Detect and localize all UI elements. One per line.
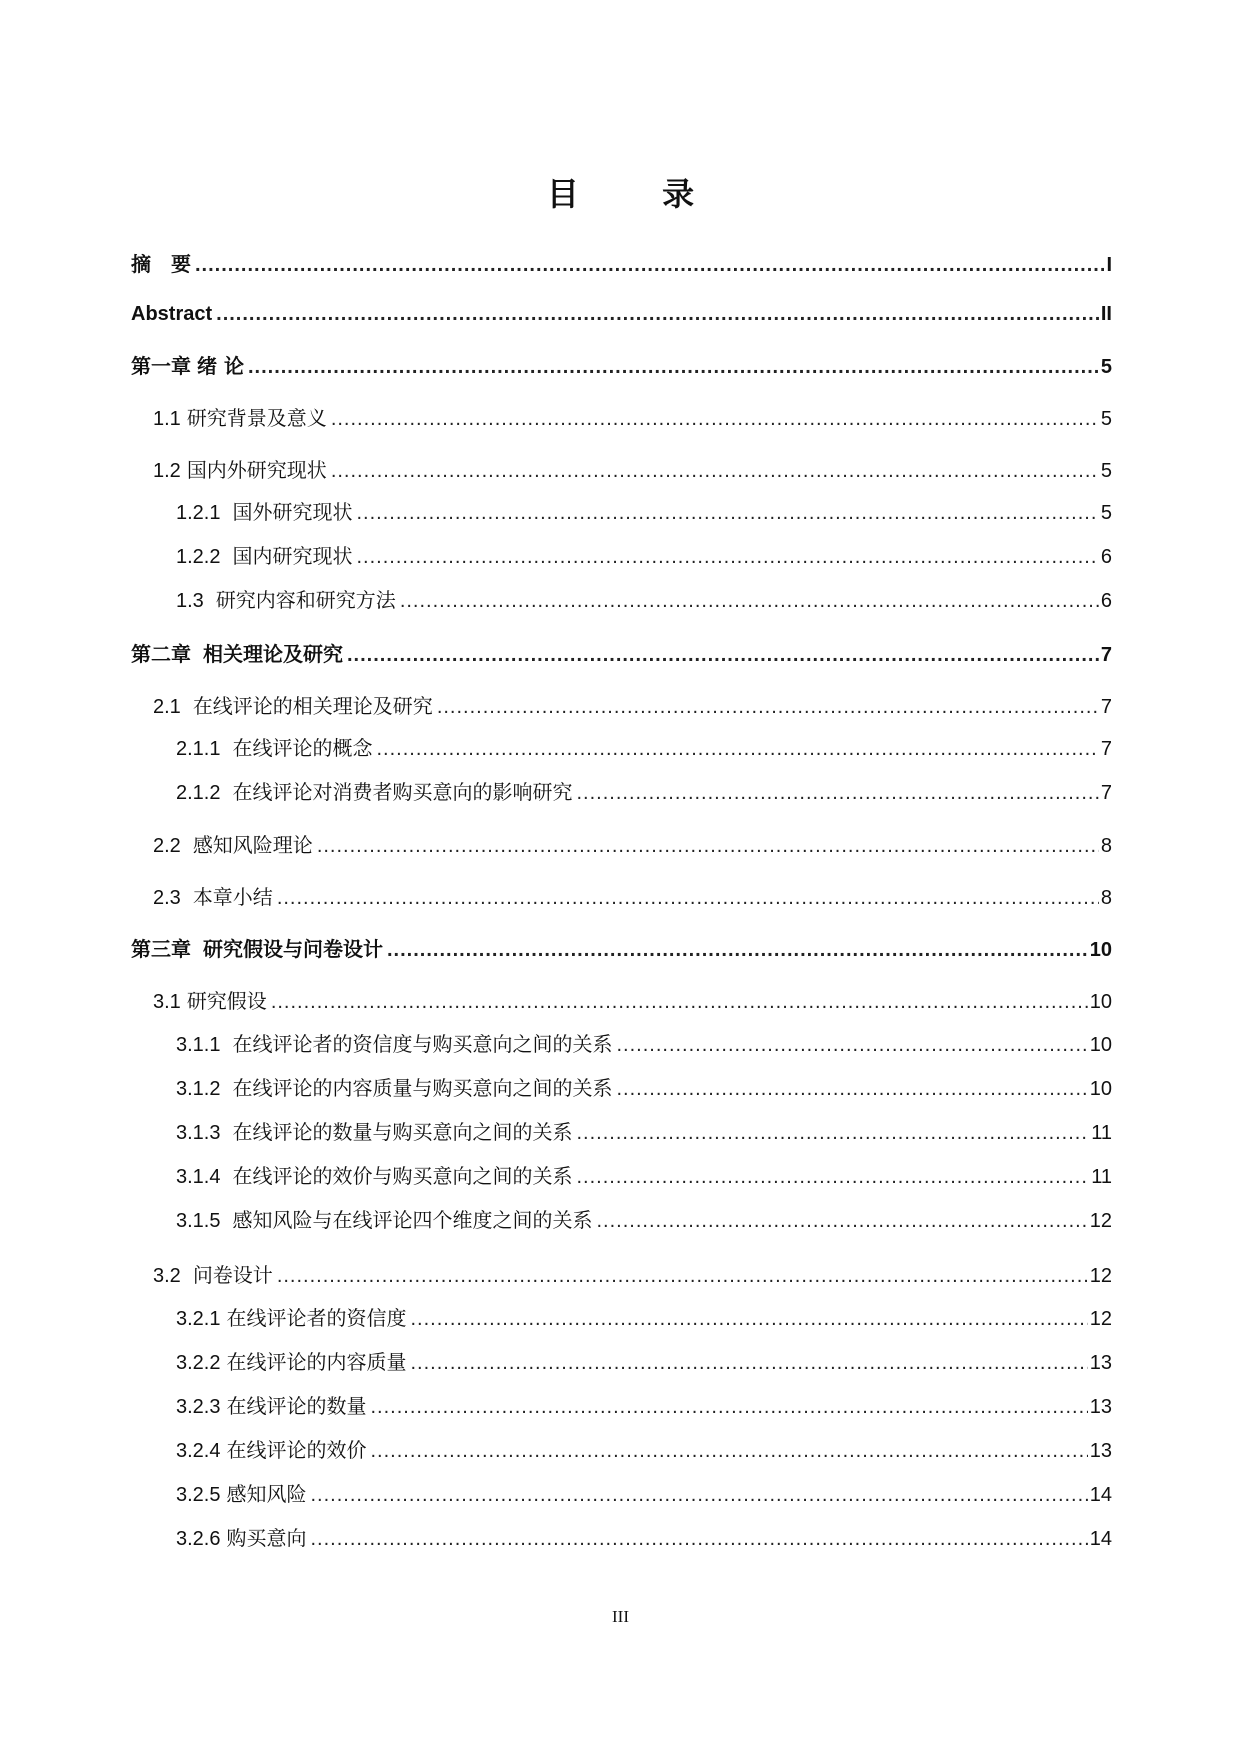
toc-entry-text: 国内研究现状 <box>232 544 353 568</box>
dot-leader <box>331 405 1099 433</box>
dot-leader <box>616 1031 1087 1059</box>
toc-entry-text: 摘 要 <box>131 252 191 276</box>
toc-entry-page: 10 <box>1089 991 1112 1013</box>
toc-entry-page: 10 <box>1089 1078 1112 1100</box>
toc-entry-number: 3.2.6 <box>176 1528 221 1550</box>
toc-entry-2-3[interactable] <box>153 883 1112 912</box>
toc-entry-text: 在线评论对消费者购买意向的影响研究 <box>232 780 573 804</box>
toc-entry-page: 14 <box>1089 1484 1112 1506</box>
dot-leader <box>576 1119 1089 1147</box>
toc-entry-page: 8 <box>1100 835 1112 857</box>
toc-entry-page: 7 <box>1100 782 1112 804</box>
toc-entry-text: 在线评论的内容质量 <box>226 1350 407 1374</box>
toc-entry-number: 3.2.1 <box>176 1308 221 1330</box>
toc-entry-page: 12 <box>1089 1265 1112 1287</box>
toc-entry-3-1-5[interactable] <box>176 1206 1112 1235</box>
dot-leader <box>370 1437 1087 1465</box>
toc-entry-text: 问卷设计 <box>192 1263 273 1287</box>
toc-entry-number: 第二章 <box>131 642 191 666</box>
toc-entry-1-2-2[interactable] <box>176 542 1112 571</box>
toc-entry-text: 感知风险 <box>226 1482 307 1506</box>
toc-entry-page: 7 <box>1100 644 1112 666</box>
toc-entry-page: 8 <box>1100 887 1112 909</box>
toc-entry-text: 国内外研究现状 <box>186 458 327 482</box>
dot-leader <box>248 353 1099 381</box>
toc-entry-2-1[interactable] <box>153 692 1112 721</box>
toc-entry-3-1-4[interactable] <box>176 1162 1112 1191</box>
toc-entry-chapter-2[interactable] <box>131 640 1112 669</box>
toc-entry-text: 国外研究现状 <box>232 500 353 524</box>
toc-entry-number: 1.1 <box>153 408 181 430</box>
toc-entry-text: 在线评论的数量 <box>226 1394 367 1418</box>
toc-entry-1-2-1[interactable] <box>176 498 1112 527</box>
dot-leader <box>347 641 1099 669</box>
toc-entry-abstract-cn[interactable] <box>131 250 1112 279</box>
toc-entry-number: 3.1.5 <box>176 1210 221 1232</box>
toc-entry-2-1-2[interactable] <box>176 778 1112 807</box>
toc-entry-page: 14 <box>1089 1528 1112 1550</box>
toc-entry-number: 3.1.3 <box>176 1122 221 1144</box>
toc-entry-page: 13 <box>1089 1396 1112 1418</box>
dot-leader <box>576 779 1098 807</box>
toc-entry-number: 第三章 <box>131 937 191 961</box>
toc-entry-2-2[interactable] <box>153 831 1112 860</box>
toc-entry-number: 1.3 <box>176 590 204 612</box>
dot-leader <box>277 884 1099 912</box>
toc-entry-3-2-3[interactable] <box>176 1392 1112 1421</box>
toc-entry-text: 研究假设 <box>186 989 267 1013</box>
toc-entry-number: 3.1.4 <box>176 1166 221 1188</box>
dot-leader <box>596 1207 1087 1235</box>
toc-entry-number: 2.3 <box>153 887 181 909</box>
toc-entry-page: 6 <box>1100 590 1112 612</box>
toc-entry-page: 11 <box>1091 1166 1112 1188</box>
page-title: 目 录 <box>546 175 731 213</box>
toc-entry-text: 研究假设与问卷设计 <box>203 937 383 961</box>
toc-entry-3-2-2[interactable] <box>176 1348 1112 1377</box>
toc-entry-text: 相关理论及研究 <box>203 642 343 666</box>
toc-entry-page: 7 <box>1100 738 1112 760</box>
toc-entry-page: 5 <box>1100 408 1112 430</box>
toc-entry-text: 在线评论的数量与购买意向之间的关系 <box>232 1120 573 1144</box>
toc-entry-page: 10 <box>1089 939 1112 961</box>
toc-entry-number: 1.2.2 <box>176 546 221 568</box>
toc-entry-1-3[interactable] <box>176 586 1112 615</box>
dot-leader <box>356 543 1098 571</box>
toc-entry-abstract-en[interactable] <box>131 300 1112 328</box>
toc-entry-page: I <box>1106 254 1112 276</box>
toc-entry-page: 13 <box>1089 1352 1112 1374</box>
toc-entry-text: 在线评论的概念 <box>232 736 373 760</box>
toc-entry-page: 5 <box>1100 460 1112 482</box>
dot-leader <box>370 1393 1087 1421</box>
toc-entry-text: 在线评论的相关理论及研究 <box>192 694 433 718</box>
toc-entry-number: 3.2.5 <box>176 1484 221 1506</box>
dot-leader <box>310 1525 1087 1553</box>
dot-leader <box>576 1163 1089 1191</box>
toc-entry-page: 10 <box>1089 1034 1112 1056</box>
toc-entry-page: 12 <box>1089 1210 1112 1232</box>
dot-leader <box>310 1481 1087 1509</box>
dot-leader <box>376 735 1098 763</box>
toc-entry-number: 3.2.4 <box>176 1440 221 1462</box>
toc-entry-number: 1.2.1 <box>176 502 221 524</box>
dot-leader <box>216 300 1099 328</box>
dot-leader <box>616 1075 1087 1103</box>
dot-leader <box>195 251 1104 279</box>
dot-leader <box>437 693 1099 721</box>
toc-entry-text: 感知风险理论 <box>192 833 313 857</box>
toc-entry-number: 2.1.1 <box>176 738 221 760</box>
toc-entry-chapter-1[interactable] <box>131 352 1112 381</box>
toc-entry-3-2[interactable] <box>153 1261 1112 1290</box>
dot-leader <box>400 587 1099 615</box>
toc-entry-text: 感知风险与在线评论四个维度之间的关系 <box>232 1208 593 1232</box>
toc-entry-number: 2.2 <box>153 835 181 857</box>
toc-entry-number: 3.2.3 <box>176 1396 221 1418</box>
toc-entry-page: 12 <box>1089 1308 1112 1330</box>
toc-entry-text: 购买意向 <box>226 1526 307 1550</box>
toc-entry-text: 在线评论的效价 <box>226 1438 367 1462</box>
toc-entry-text: 在线评论者的资信度与购买意向之间的关系 <box>232 1032 613 1056</box>
toc-entry-page: 6 <box>1100 546 1112 568</box>
dot-leader <box>317 832 1099 860</box>
toc-entry-text: 本章小结 <box>192 885 273 909</box>
toc-entry-number: 第一章 <box>131 354 191 378</box>
toc-entry-1-1[interactable] <box>153 404 1112 433</box>
toc-entry-number: 3.1 <box>153 991 181 1013</box>
toc-entry-3-2-4[interactable] <box>176 1436 1112 1465</box>
toc-entry-3-2-5[interactable] <box>176 1480 1112 1509</box>
toc-entry-text: 绪 论 <box>197 354 244 378</box>
toc-entry-3-1-2[interactable] <box>176 1074 1112 1103</box>
toc-entry-3-1-1[interactable] <box>176 1030 1112 1059</box>
toc-entry-text: 在线评论者的资信度 <box>226 1306 407 1330</box>
toc-entry-chapter-3[interactable] <box>131 935 1112 964</box>
toc-entry-3-1-3[interactable] <box>176 1118 1112 1147</box>
toc-entry-page: 7 <box>1100 696 1112 718</box>
toc-entry-number: 3.1.2 <box>176 1078 221 1100</box>
dot-leader <box>410 1305 1087 1333</box>
toc-entry-number: 3.2 <box>153 1265 181 1287</box>
toc-entry-number: 3.1.1 <box>176 1034 221 1056</box>
toc-entry-number: 2.1 <box>153 696 181 718</box>
toc-entry-3-2-6[interactable] <box>176 1524 1112 1553</box>
toc-entry-1-2[interactable] <box>153 456 1112 485</box>
toc-entry-number: 3.2.2 <box>176 1352 221 1374</box>
toc-entry-text: 研究背景及意义 <box>186 406 327 430</box>
toc-entry-page: 5 <box>1100 356 1112 378</box>
toc-entry-2-1-1[interactable] <box>176 734 1112 763</box>
dot-leader <box>410 1349 1087 1377</box>
toc-entry-page: 13 <box>1089 1440 1112 1462</box>
toc-entry-3-2-1[interactable] <box>176 1304 1112 1333</box>
toc-entry-page: II <box>1100 303 1112 325</box>
dot-leader <box>387 936 1088 964</box>
toc-entry-text: Abstract <box>131 303 213 325</box>
toc-entry-3-1[interactable] <box>153 987 1112 1016</box>
toc-entry-text: 在线评论的内容质量与购买意向之间的关系 <box>232 1076 613 1100</box>
toc-entry-number: 2.1.2 <box>176 782 221 804</box>
toc-entry-page: 5 <box>1100 502 1112 524</box>
toc-entry-page: 11 <box>1091 1122 1112 1144</box>
page-number: III <box>612 1607 629 1626</box>
toc-entry-text: 在线评论的效价与购买意向之间的关系 <box>232 1164 573 1188</box>
toc-entry-number: 1.2 <box>153 460 181 482</box>
toc-entry-text: 研究内容和研究方法 <box>215 588 396 612</box>
dot-leader <box>356 499 1098 527</box>
dot-leader <box>277 1262 1088 1290</box>
dot-leader <box>331 457 1099 485</box>
dot-leader <box>271 988 1088 1016</box>
